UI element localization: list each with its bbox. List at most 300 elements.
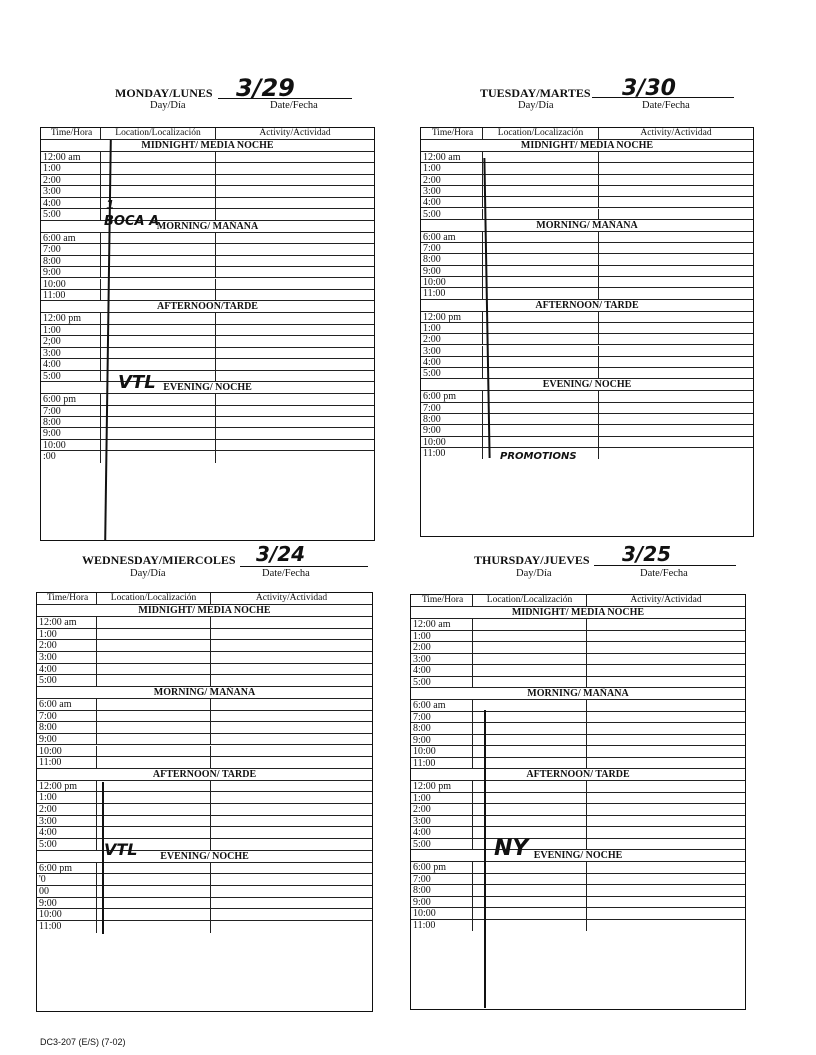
activity-cell[interactable] (216, 244, 374, 254)
schedule-row (411, 920, 745, 932)
location-cell[interactable] (101, 244, 216, 254)
activity-cell[interactable] (211, 863, 372, 874)
activity-cell[interactable] (216, 267, 374, 277)
location-cell[interactable] (101, 256, 216, 266)
activity-cell[interactable] (211, 746, 372, 757)
activity-cell[interactable] (599, 152, 753, 162)
time-cell: 10:00 (411, 908, 473, 919)
activity-cell[interactable] (599, 437, 753, 447)
location-cell[interactable] (483, 209, 599, 219)
activity-cell[interactable] (211, 757, 372, 768)
activity-cell[interactable] (211, 827, 372, 838)
activity-cell[interactable] (211, 734, 372, 745)
time-cell: 9:00 (411, 897, 473, 908)
location-cell[interactable] (97, 722, 211, 733)
activity-cell[interactable] (587, 619, 745, 630)
location-cell[interactable] (483, 197, 599, 207)
time-cell: 00 (37, 886, 97, 897)
location-cell[interactable] (483, 254, 599, 264)
time-cell: 7:00 (411, 712, 473, 723)
activity-cell[interactable] (216, 359, 374, 369)
day-label: Day/Día (518, 100, 554, 111)
activity-cell[interactable] (599, 334, 753, 344)
section-header (421, 379, 753, 391)
activity-cell[interactable] (587, 839, 745, 850)
time-cell: 10:00 (37, 746, 97, 757)
location-cell[interactable] (483, 403, 599, 413)
location-cell[interactable] (101, 233, 216, 243)
schedule-row (411, 862, 745, 874)
activity-cell[interactable] (211, 617, 372, 628)
schedule-row (41, 359, 374, 370)
activity-cell[interactable] (587, 712, 745, 723)
location-cell[interactable] (483, 357, 599, 367)
location-cell[interactable] (97, 617, 211, 628)
activity-cell[interactable] (587, 920, 745, 932)
time-cell: 2:00 (421, 175, 483, 185)
activity-cell[interactable] (599, 186, 753, 196)
schedule-row (41, 406, 374, 417)
location-cell[interactable] (97, 909, 211, 920)
activity-cell[interactable] (599, 403, 753, 413)
time-cell: 11:00 (411, 758, 473, 769)
activity-cell[interactable] (599, 323, 753, 333)
activity-cell[interactable] (599, 277, 753, 287)
location-cell[interactable] (101, 417, 216, 427)
location-cell[interactable] (101, 313, 216, 323)
location-cell[interactable] (483, 288, 599, 298)
time-cell: 2:00 (411, 804, 473, 815)
day-title: WEDNESDAY/MIERCOLES (82, 553, 236, 567)
column-header-row (41, 128, 374, 140)
activity-cell[interactable] (211, 781, 372, 792)
activity-cell[interactable] (599, 232, 753, 242)
schedule-row (41, 313, 374, 324)
section-label: MIDNIGHT/ MEDIA NOCHE (141, 140, 274, 151)
activity-cell[interactable] (216, 163, 374, 173)
schedule-row (421, 357, 753, 368)
activity-cell[interactable] (599, 391, 753, 401)
time-cell: 7:00 (411, 874, 473, 885)
activity-cell[interactable] (216, 198, 374, 208)
activity-cell[interactable] (587, 700, 745, 711)
schedule-row (421, 448, 753, 459)
location-cell[interactable] (473, 874, 587, 885)
location-cell[interactable] (483, 243, 599, 253)
time-cell: '0 (37, 874, 97, 885)
schedule-row (37, 664, 372, 676)
activity-cell[interactable] (211, 921, 372, 933)
activity-cell[interactable] (587, 793, 745, 804)
location-cell[interactable] (483, 163, 599, 173)
schedule-row (37, 804, 372, 816)
schedule-row (411, 712, 745, 724)
time-cell: 5:00 (37, 675, 97, 686)
handwritten-note: PROMOTIONS (500, 451, 577, 462)
activity-cell[interactable] (587, 631, 745, 642)
activity-cell[interactable] (599, 266, 753, 276)
activity-cell[interactable] (216, 440, 374, 450)
time-cell: 12:00 pm (411, 781, 473, 792)
activity-cell[interactable] (211, 640, 372, 651)
location-cell[interactable] (97, 711, 211, 722)
activity-cell[interactable] (587, 677, 745, 688)
time-cell: 7:00 (41, 406, 101, 416)
activity-cell[interactable] (599, 346, 753, 356)
section-header (41, 221, 374, 233)
location-cell[interactable] (473, 631, 587, 642)
location-cell[interactable] (97, 640, 211, 651)
location-cell[interactable] (473, 781, 587, 792)
location-cell[interactable] (97, 664, 211, 675)
activity-cell[interactable] (599, 197, 753, 207)
schedule-row (421, 437, 753, 448)
schedule-row (411, 804, 745, 816)
location-cell[interactable] (101, 267, 216, 277)
activity-cell[interactable] (216, 256, 374, 266)
location-cell[interactable] (483, 346, 599, 356)
activity-cell[interactable] (216, 394, 374, 404)
activity-cell[interactable] (587, 816, 745, 827)
location-cell[interactable] (473, 758, 587, 769)
activity-cell[interactable] (211, 886, 372, 897)
location-cell[interactable] (101, 175, 216, 185)
activity-cell[interactable] (587, 758, 745, 769)
location-cell[interactable] (473, 908, 587, 919)
column-header-row (411, 595, 745, 607)
schedule-row (37, 699, 372, 711)
schedule-row (41, 209, 374, 220)
time-cell: 3:00 (37, 652, 97, 663)
section-header (41, 382, 374, 394)
time-cell: 3:00 (421, 346, 483, 356)
schedule-row (37, 711, 372, 723)
activity-cell[interactable] (599, 414, 753, 424)
location-cell[interactable] (483, 175, 599, 185)
location-cell[interactable] (101, 406, 216, 416)
activity-cell[interactable] (599, 312, 753, 322)
location-cell[interactable] (97, 863, 211, 874)
location-cell[interactable] (483, 425, 599, 435)
activity-cell[interactable] (216, 152, 374, 162)
activity-cell[interactable] (216, 417, 374, 427)
location-cell[interactable] (483, 323, 599, 333)
location-cell[interactable] (101, 152, 216, 162)
activity-cell[interactable] (587, 804, 745, 815)
location-cell[interactable] (101, 186, 216, 196)
activity-cell[interactable] (211, 898, 372, 909)
time-cell: 10:00 (41, 440, 101, 450)
section-header (421, 300, 753, 312)
location-cell[interactable] (101, 348, 216, 358)
location-cell[interactable] (97, 629, 211, 640)
time-cell: 8:00 (421, 254, 483, 264)
column-header-location: Location/Localización (97, 593, 211, 604)
location-cell[interactable] (473, 654, 587, 665)
location-cell[interactable] (473, 712, 587, 723)
time-cell: 6:00 am (411, 700, 473, 711)
time-cell: 8:00 (411, 885, 473, 896)
activity-cell[interactable] (599, 209, 753, 219)
schedule-row (37, 909, 372, 921)
location-cell[interactable] (97, 886, 211, 897)
location-cell[interactable] (97, 816, 211, 827)
activity-cell[interactable] (216, 290, 374, 300)
location-cell[interactable] (473, 804, 587, 815)
activity-cell[interactable] (587, 735, 745, 746)
activity-cell[interactable] (599, 163, 753, 173)
activity-cell[interactable] (599, 175, 753, 185)
activity-cell[interactable] (211, 874, 372, 885)
schedule-row (421, 334, 753, 345)
column-header-activity: Activity/Actividad (255, 593, 328, 603)
section-header (41, 140, 374, 152)
schedule-row (37, 675, 372, 687)
location-cell[interactable] (101, 325, 216, 335)
schedule-row (421, 288, 753, 299)
form-number: DC3-207 (E/S) (7-02) (40, 1037, 126, 1047)
activity-cell[interactable] (211, 722, 372, 733)
location-cell[interactable] (483, 414, 599, 424)
location-cell[interactable] (473, 920, 587, 932)
schedule-row (41, 451, 374, 462)
location-cell[interactable] (473, 746, 587, 757)
activity-cell[interactable] (587, 874, 745, 885)
activity-cell[interactable] (216, 313, 374, 323)
location-cell[interactable] (97, 699, 211, 710)
section-label: MORNING/ MAÑANA (153, 686, 256, 698)
activity-cell[interactable] (216, 371, 374, 381)
activity-cell[interactable] (216, 186, 374, 196)
schedule-row (41, 267, 374, 278)
location-cell[interactable] (473, 862, 587, 873)
location-cell[interactable] (101, 336, 216, 346)
day-title: MONDAY/LUNES (115, 86, 213, 100)
activity-cell[interactable] (216, 451, 374, 462)
activity-cell[interactable] (587, 862, 745, 873)
time-cell: 7:00 (421, 403, 483, 413)
section-header (41, 301, 374, 313)
activity-cell[interactable] (587, 897, 745, 908)
location-cell[interactable] (97, 804, 211, 815)
activity-cell[interactable] (587, 908, 745, 919)
schedule-row (37, 874, 372, 886)
location-cell[interactable] (473, 827, 587, 838)
location-cell[interactable] (101, 290, 216, 300)
location-cell[interactable] (97, 827, 211, 838)
activity-cell[interactable] (587, 746, 745, 757)
day-label: Day/Día (130, 568, 166, 579)
schedule-row (411, 781, 745, 793)
location-cell[interactable] (97, 675, 211, 686)
time-cell: 2:00 (421, 334, 483, 344)
activity-cell[interactable] (587, 781, 745, 792)
activity-cell[interactable] (211, 699, 372, 710)
section-header (37, 769, 372, 781)
activity-cell[interactable] (599, 448, 753, 459)
location-cell[interactable] (473, 642, 587, 653)
activity-cell[interactable] (587, 827, 745, 838)
time-cell: 10:00 (41, 279, 101, 289)
location-cell[interactable] (483, 232, 599, 242)
schedule-row (41, 279, 374, 290)
section-header (37, 851, 372, 863)
time-cell: 4:00 (41, 359, 101, 369)
activity-cell[interactable] (211, 675, 372, 686)
schedule-row (411, 885, 745, 897)
time-cell: 9:00 (37, 898, 97, 909)
location-cell[interactable] (483, 312, 599, 322)
location-cell[interactable] (101, 428, 216, 438)
activity-cell[interactable] (211, 664, 372, 675)
location-cell[interactable] (101, 440, 216, 450)
activity-cell[interactable] (599, 254, 753, 264)
time-cell: 5:00 (411, 839, 473, 850)
location-cell[interactable] (97, 921, 211, 933)
activity-cell[interactable] (216, 279, 374, 289)
activity-cell[interactable] (587, 885, 745, 896)
activity-cell[interactable] (216, 209, 374, 219)
activity-cell[interactable] (216, 175, 374, 185)
time-cell: 9:00 (41, 428, 101, 438)
activity-cell[interactable] (211, 629, 372, 640)
location-cell[interactable] (97, 792, 211, 803)
location-cell[interactable] (473, 816, 587, 827)
location-cell[interactable] (97, 734, 211, 745)
activity-cell[interactable] (216, 348, 374, 358)
location-cell[interactable] (97, 746, 211, 757)
schedule-table (420, 127, 754, 537)
schedule-row (411, 793, 745, 805)
location-cell[interactable] (101, 198, 216, 208)
location-cell[interactable] (473, 677, 587, 688)
section-label: MORNING/ MAÑANA (156, 220, 259, 232)
time-cell: 1:00 (37, 629, 97, 640)
activity-cell[interactable] (211, 839, 372, 850)
location-cell[interactable] (483, 368, 599, 378)
activity-cell[interactable] (216, 325, 374, 335)
schedule-row (411, 619, 745, 631)
location-cell[interactable] (473, 723, 587, 734)
location-cell[interactable] (101, 394, 216, 404)
schedule-row (421, 209, 753, 220)
time-cell: 1:00 (421, 163, 483, 173)
schedule-row (41, 371, 374, 382)
time-cell: 2;00 (41, 336, 101, 346)
schedule-row (41, 186, 374, 197)
location-cell[interactable] (483, 437, 599, 447)
handwritten-note: VTL (104, 840, 138, 859)
schedule-row (37, 863, 372, 875)
location-cell[interactable] (483, 334, 599, 344)
location-cell[interactable] (473, 735, 587, 746)
activity-cell[interactable] (587, 665, 745, 676)
time-cell: 5:00 (41, 209, 101, 219)
schedule-row (37, 652, 372, 664)
time-cell: 11:00 (411, 920, 473, 932)
time-cell: 1:00 (41, 325, 101, 335)
location-cell[interactable] (473, 885, 587, 896)
time-cell: 9:00 (37, 734, 97, 745)
location-cell[interactable] (97, 874, 211, 885)
location-cell[interactable] (483, 266, 599, 276)
activity-cell[interactable] (216, 406, 374, 416)
location-cell[interactable] (483, 391, 599, 401)
activity-cell[interactable] (211, 711, 372, 722)
time-cell: 6:00 am (41, 233, 101, 243)
activity-cell[interactable] (216, 428, 374, 438)
schedule-row (37, 781, 372, 793)
schedule-row (41, 233, 374, 244)
activity-cell[interactable] (216, 336, 374, 346)
location-cell[interactable] (483, 277, 599, 287)
schedule-row (421, 368, 753, 379)
activity-cell[interactable] (587, 642, 745, 653)
column-header-time: Time/Hora (41, 128, 101, 139)
schedule-row (411, 758, 745, 770)
time-cell: 4:00 (41, 198, 101, 208)
location-cell[interactable] (473, 700, 587, 711)
time-cell: 8:00 (37, 722, 97, 733)
time-cell: 3:00 (41, 348, 101, 358)
time-cell: 6:00 am (37, 699, 97, 710)
activity-cell[interactable] (216, 233, 374, 243)
time-cell: 10:00 (37, 909, 97, 920)
section-header (411, 850, 745, 862)
schedule-row (41, 348, 374, 359)
activity-cell[interactable] (599, 368, 753, 378)
location-cell[interactable] (473, 897, 587, 908)
day-wednesday (0, 540, 408, 1020)
location-cell[interactable] (473, 665, 587, 676)
location-cell[interactable] (473, 619, 587, 630)
schedule-row (37, 640, 372, 652)
schedule-row (411, 735, 745, 747)
activity-cell[interactable] (211, 816, 372, 827)
location-cell[interactable] (101, 359, 216, 369)
time-cell: 12:00 pm (41, 313, 101, 323)
location-cell[interactable] (97, 781, 211, 792)
schedule-row (421, 163, 753, 174)
location-cell[interactable] (97, 652, 211, 663)
column-header-time: Time/Hora (37, 593, 97, 604)
schedule-row (421, 197, 753, 208)
location-cell[interactable] (473, 839, 587, 850)
activity-cell[interactable] (211, 909, 372, 920)
activity-cell[interactable] (599, 243, 753, 253)
activity-cell[interactable] (599, 288, 753, 298)
activity-cell[interactable] (599, 425, 753, 435)
activity-cell[interactable] (211, 804, 372, 815)
location-cell[interactable] (101, 163, 216, 173)
schedule-row (411, 654, 745, 666)
activity-cell[interactable] (599, 357, 753, 367)
location-cell[interactable] (101, 279, 216, 289)
location-cell[interactable] (97, 757, 211, 768)
location-cell[interactable] (97, 898, 211, 909)
time-cell: 5:00 (421, 368, 483, 378)
activity-cell[interactable] (211, 792, 372, 803)
activity-cell[interactable] (211, 652, 372, 663)
schedule-table (40, 127, 375, 541)
location-cell[interactable] (483, 186, 599, 196)
location-cell[interactable] (473, 793, 587, 804)
activity-cell[interactable] (587, 654, 745, 665)
activity-cell[interactable] (587, 723, 745, 734)
location-cell[interactable] (483, 152, 599, 162)
schedule-row (411, 700, 745, 712)
location-cell[interactable] (101, 451, 216, 462)
